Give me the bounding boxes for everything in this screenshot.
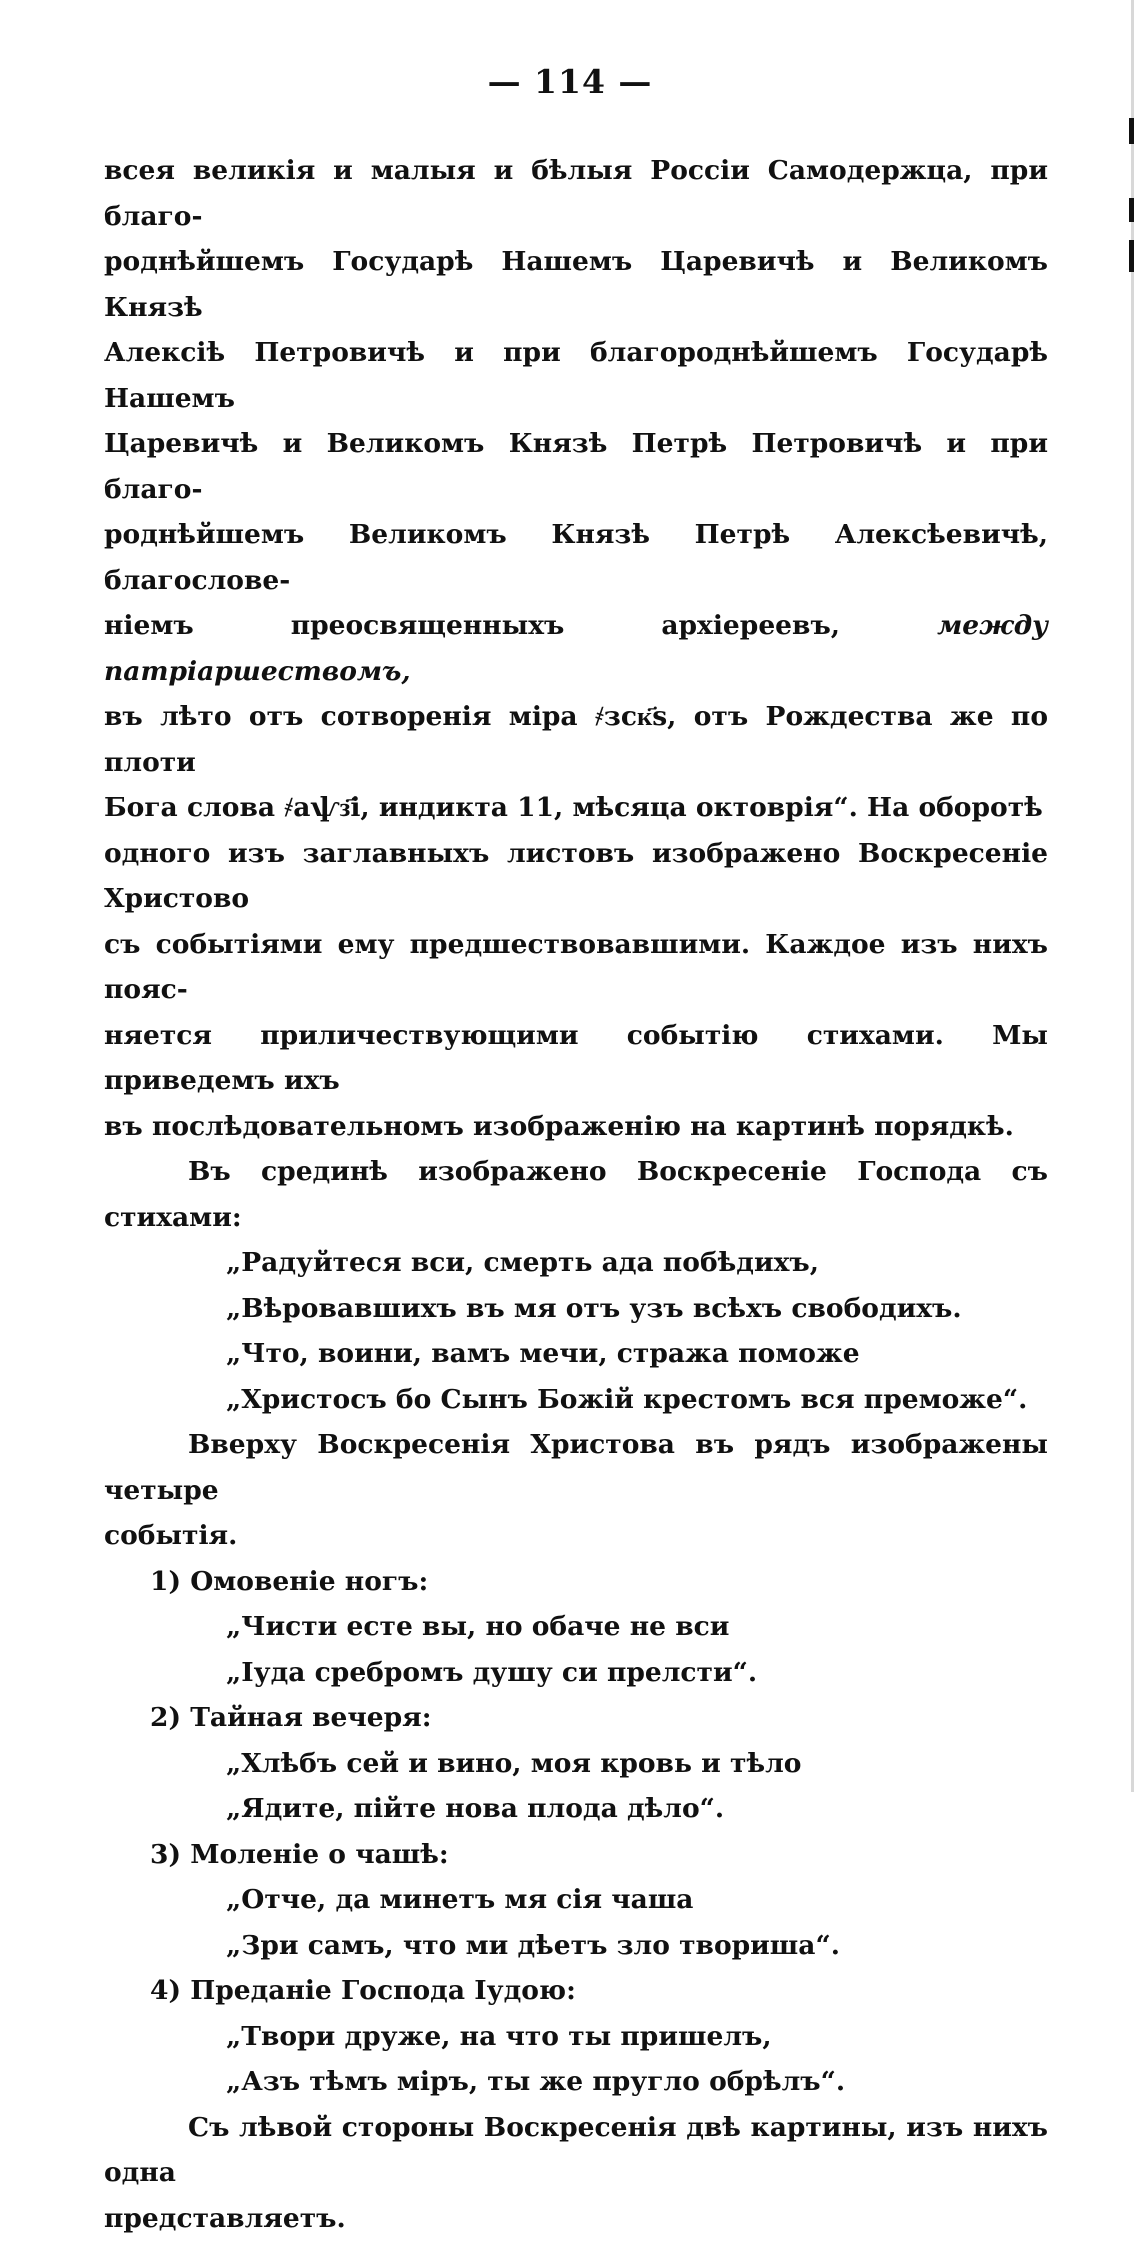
page-body: [104, 148, 1048, 2241]
paragraph-4: [104, 2105, 1048, 2241]
verse-line: „Что, воини, вамъ мечи, стража поможе: [104, 1331, 1048, 1377]
event-title: 3) Моленіе о чашѣ:: [104, 1832, 1048, 1878]
verse-line: „Хлѣбъ сей и вино, моя кровь и тѣло: [104, 1741, 1048, 1787]
text-line: одного изъ заглавныхъ листовъ изображено Воскресеніе Христово: [104, 838, 1048, 915]
verse-line: „Твори друже, на что ты пришелъ,: [104, 2014, 1048, 2060]
text-line: Царевичѣ и Великомъ Князѣ Петрѣ Петровичѣ и при благо-: [104, 428, 1048, 505]
verse-line: „Зри самъ, что ми дѣетъ зло твориша“.: [104, 1923, 1048, 1969]
text-line: событія.: [104, 1520, 237, 1551]
event-4: [104, 1968, 1048, 2105]
verse-line: „Вѣровавшихъ въ мя отъ узъ всѣхъ свободихъ.: [104, 1286, 1048, 1332]
verse-main: [104, 1240, 1048, 1422]
text-line: въ послѣдовательномъ изображенію на картинѣ порядкѣ.: [104, 1111, 1014, 1142]
verse-line: „Чисти есте вы, но обаче не вси: [104, 1604, 1048, 1650]
text-line: Бога слова ҂аѱз҃і, индикта 11, мѣсяца октоврія“. На оборотѣ: [104, 792, 1043, 823]
text-line: Алексіѣ Петровичѣ и при благороднѣйшемъ Государѣ Нашемъ: [104, 337, 1048, 414]
margin-mark: [1129, 240, 1134, 272]
verse-line: „Ядите, пійте нова плода дѣло“.: [104, 1786, 1048, 1832]
margin-mark: [1129, 198, 1134, 222]
page-number: — 114 —: [0, 62, 1140, 101]
paragraph-2: Въ срединѣ изображено Воскресеніе Господа съ стихами:: [104, 1149, 1048, 1240]
event-title: 4) Преданіе Господа Іудою:: [104, 1968, 1048, 2014]
text-line: въ лѣто отъ сотворенія міра ҂зск҃ѕ, отъ Рождества же по плоти: [104, 701, 1048, 778]
text-line: Вверху Воскресенія Христова въ рядъ изображены четыре: [104, 1429, 1048, 1506]
text-line: всея великія и малыя и бѣлыя Россіи Самодержца, при благо-: [104, 155, 1048, 232]
event-title: 1) Омовеніе ногъ:: [104, 1559, 1048, 1605]
italic-phrase: между патріаршествомъ,: [104, 610, 1048, 687]
margin-mark: [1129, 118, 1134, 144]
verse-line: „Радуйтеся вси, смерть ада побѣдихъ,: [104, 1240, 1048, 1286]
text-line: ніемъ преосвященныхъ архіереевъ,: [104, 610, 840, 641]
event-3: [104, 1832, 1048, 1969]
text-line: Съ лѣвой стороны Воскресенія двѣ картины, изъ нихъ одна: [104, 2112, 1048, 2189]
text-line: роднѣйшемъ Великомъ Князѣ Петрѣ Алексѣевичѣ, благослове-: [104, 519, 1048, 596]
verse-line: „Христосъ бо Сынъ Божій крестомъ вся преможе“.: [104, 1377, 1048, 1423]
event-title: 2) Тайная вечеря:: [104, 1695, 1048, 1741]
text-line: съ событіями ему предшествовавшими. Каждое изъ нихъ пояс-: [104, 929, 1048, 1006]
event-1: [104, 1559, 1048, 1696]
verse-line: „Іуда сребромъ душу си прелсти“.: [104, 1650, 1048, 1696]
text-line: роднѣйшемъ Государѣ Нашемъ Царевичѣ и Великомъ Князѣ: [104, 246, 1048, 323]
verse-line: „Азъ тѣмъ міръ, ты же пругло обрѣлъ“.: [104, 2059, 1048, 2105]
text-line: представляетъ.: [104, 2203, 346, 2234]
text-line: няется приличествующими событію стихами. Мы приведемъ ихъ: [104, 1020, 1048, 1097]
paragraph-1: [104, 148, 1048, 1149]
paragraph-3: [104, 1422, 1048, 1559]
event-2: [104, 1695, 1048, 1832]
verse-line: „Отче, да минетъ мя сія чаша: [104, 1877, 1048, 1923]
